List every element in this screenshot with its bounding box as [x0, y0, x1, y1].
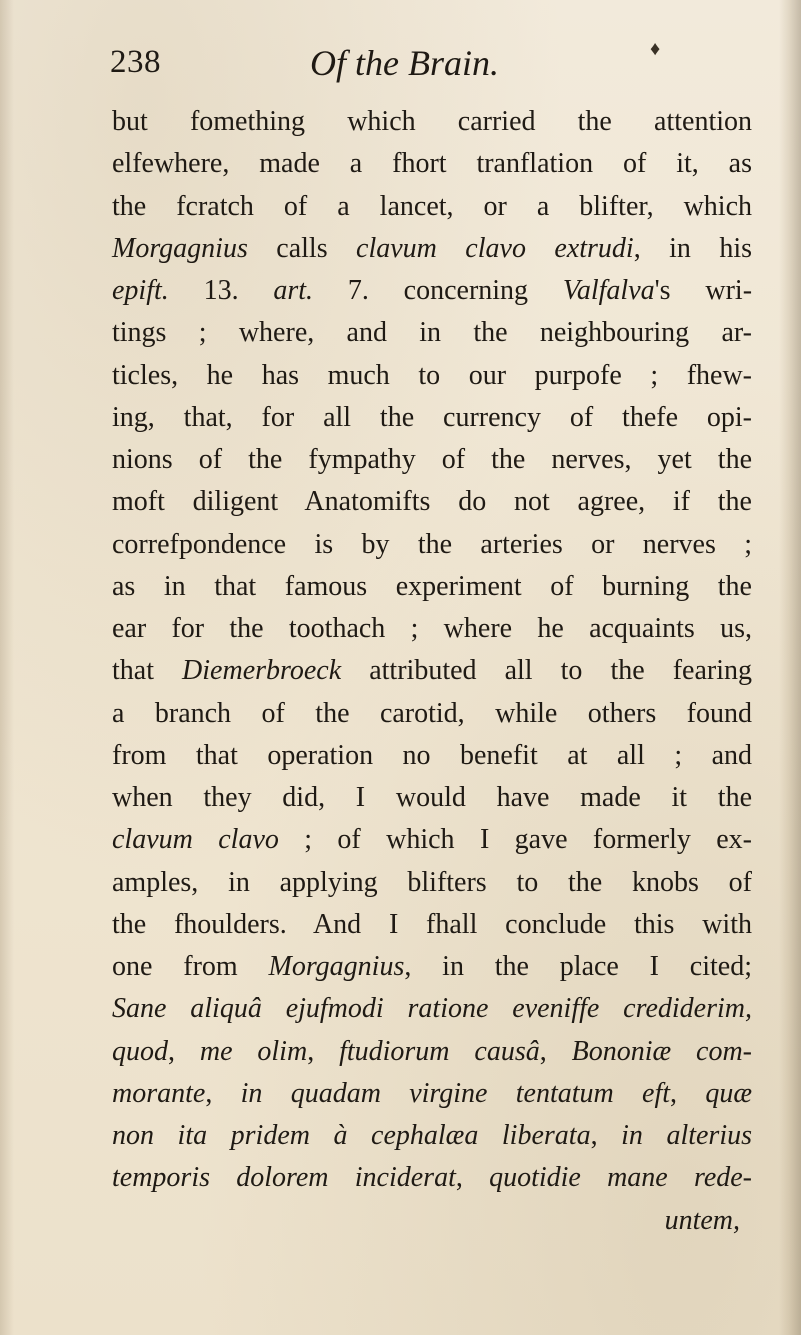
- italic-text-segment: clavum clavo extrudi: [356, 232, 634, 264]
- text-segment: but fomething which carried the attention: [112, 106, 752, 137]
- text-segment: ,: [539, 1035, 572, 1067]
- text-segment: the fcratch of a lancet, or a blifter, which: [112, 190, 752, 222]
- text-line: [112, 862, 752, 904]
- text-line: [112, 735, 752, 777]
- italic-text-segment: in alterius: [621, 1120, 753, 1151]
- italic-text-segment: quæ: [705, 1077, 753, 1109]
- text-line: [112, 1073, 752, 1115]
- text-segment: 7. concerning: [313, 275, 563, 306]
- text-segment: ,: [670, 1077, 706, 1109]
- text-line: [112, 650, 752, 692]
- text-segment: when they did, I would have made it the: [112, 782, 752, 813]
- text-segment: nions of the fympathy of the nerves, yet the: [112, 444, 752, 475]
- page-gutter-shadow: [0, 0, 14, 1335]
- text-segment: ,: [168, 1035, 200, 1067]
- italic-text-segment: Bononiæ com-: [571, 1035, 752, 1067]
- ornament-mark: ♦: [650, 38, 661, 60]
- text-segment: ear for the toothach ; where he acquaints us,: [112, 613, 752, 644]
- text-line: [112, 608, 752, 650]
- text-segment: calls: [247, 232, 357, 264]
- italic-text-segment: epift.: [112, 275, 169, 306]
- text-segment: ,: [455, 1162, 490, 1194]
- text-segment: ing, that, for all the currency of thefe opi-: [112, 401, 752, 433]
- page-number: 238: [110, 44, 161, 80]
- italic-text-segment: temporis dolorem inciderat: [112, 1162, 456, 1194]
- text-line: [112, 777, 752, 819]
- text-segment: , in his: [633, 232, 752, 264]
- text-segment: correfpondence is by the arteries or nerves ;: [112, 528, 752, 560]
- page-header: [110, 38, 730, 88]
- text-line: [112, 693, 752, 735]
- text-line: [112, 228, 752, 270]
- text-segment: , in the place I cited;: [404, 951, 752, 982]
- text-line: [112, 1115, 752, 1157]
- italic-text-segment: quotidie mane rede-: [489, 1162, 752, 1194]
- text-segment: from that operation no benefit at all ; and: [112, 739, 752, 771]
- text-line: [112, 101, 752, 143]
- italic-text-segment: art.: [273, 275, 314, 306]
- italic-text-segment: me olim: [199, 1035, 308, 1067]
- italic-text-segment: quod: [112, 1035, 168, 1067]
- italic-text-segment: Morgagnius: [268, 951, 405, 982]
- text-line: [112, 1200, 752, 1242]
- text-line: [112, 1157, 752, 1199]
- text-line: [112, 524, 752, 566]
- text-segment: a branch of the carotid, while others found: [112, 697, 752, 729]
- body-text: [112, 101, 752, 1242]
- text-segment: 's wri-: [654, 275, 753, 306]
- page-edge-shadow: [779, 0, 801, 1335]
- italic-text-segment: Sane aliquâ ejufmodi ratione eveniffe crediderim,: [112, 993, 752, 1025]
- text-segment: ticles, he has much to our purpofe ; fhew-: [112, 359, 752, 391]
- text-line: [112, 904, 752, 946]
- text-segment: ; of which I gave formerly ex-: [278, 824, 752, 856]
- italic-text-segment: in quadam virgine tentatum eft: [240, 1077, 671, 1109]
- text-segment: elfewhere, made a fhort tranflation of it, as: [112, 148, 752, 180]
- text-segment: moft diligent Anatomifts do not agree, if the: [112, 486, 752, 518]
- text-line: [112, 946, 752, 988]
- text-segment: ,: [307, 1035, 340, 1067]
- text-segment: ,: [590, 1120, 622, 1151]
- text-line: [112, 143, 752, 185]
- text-segment: one from: [112, 951, 269, 982]
- italic-text-segment: ftudiorum causâ: [339, 1035, 540, 1067]
- text-line: [112, 439, 752, 481]
- text-segment: the fhoulders. And I fhall conclude this with: [112, 908, 752, 940]
- italic-text-segment: Valfalva: [562, 275, 655, 306]
- text-line: [112, 312, 752, 354]
- text-line: [112, 270, 752, 312]
- italic-text-segment: non ita pridem à cephalæa liberata: [112, 1120, 591, 1151]
- text-segment: ,: [205, 1077, 241, 1109]
- italic-text-segment: clavum clavo: [112, 824, 279, 856]
- text-segment: amples, in applying blifters to the knobs of: [112, 866, 752, 898]
- text-line: [112, 566, 752, 608]
- italic-text-segment: Morgagnius: [112, 232, 248, 264]
- text-line: [112, 186, 752, 228]
- text-segment: 13.: [168, 275, 274, 306]
- running-head: Of the Brain.: [310, 43, 499, 83]
- text-line: [112, 397, 752, 439]
- italic-text-segment: Diemerbroeck: [182, 655, 342, 687]
- text-segment: that: [112, 655, 183, 687]
- text-segment: as in that famous experiment of burning the: [112, 570, 752, 602]
- text-line: [112, 988, 752, 1030]
- italic-text-segment: untem,: [664, 1204, 740, 1236]
- text-segment: tings ; where, and in the neighbouring ar-: [112, 317, 752, 349]
- text-line: [112, 355, 752, 397]
- text-line: [112, 1031, 752, 1073]
- text-segment: attributed all to the fearing: [341, 655, 752, 687]
- text-line: [112, 819, 752, 861]
- text-line: [112, 481, 752, 523]
- italic-text-segment: morante: [112, 1077, 206, 1109]
